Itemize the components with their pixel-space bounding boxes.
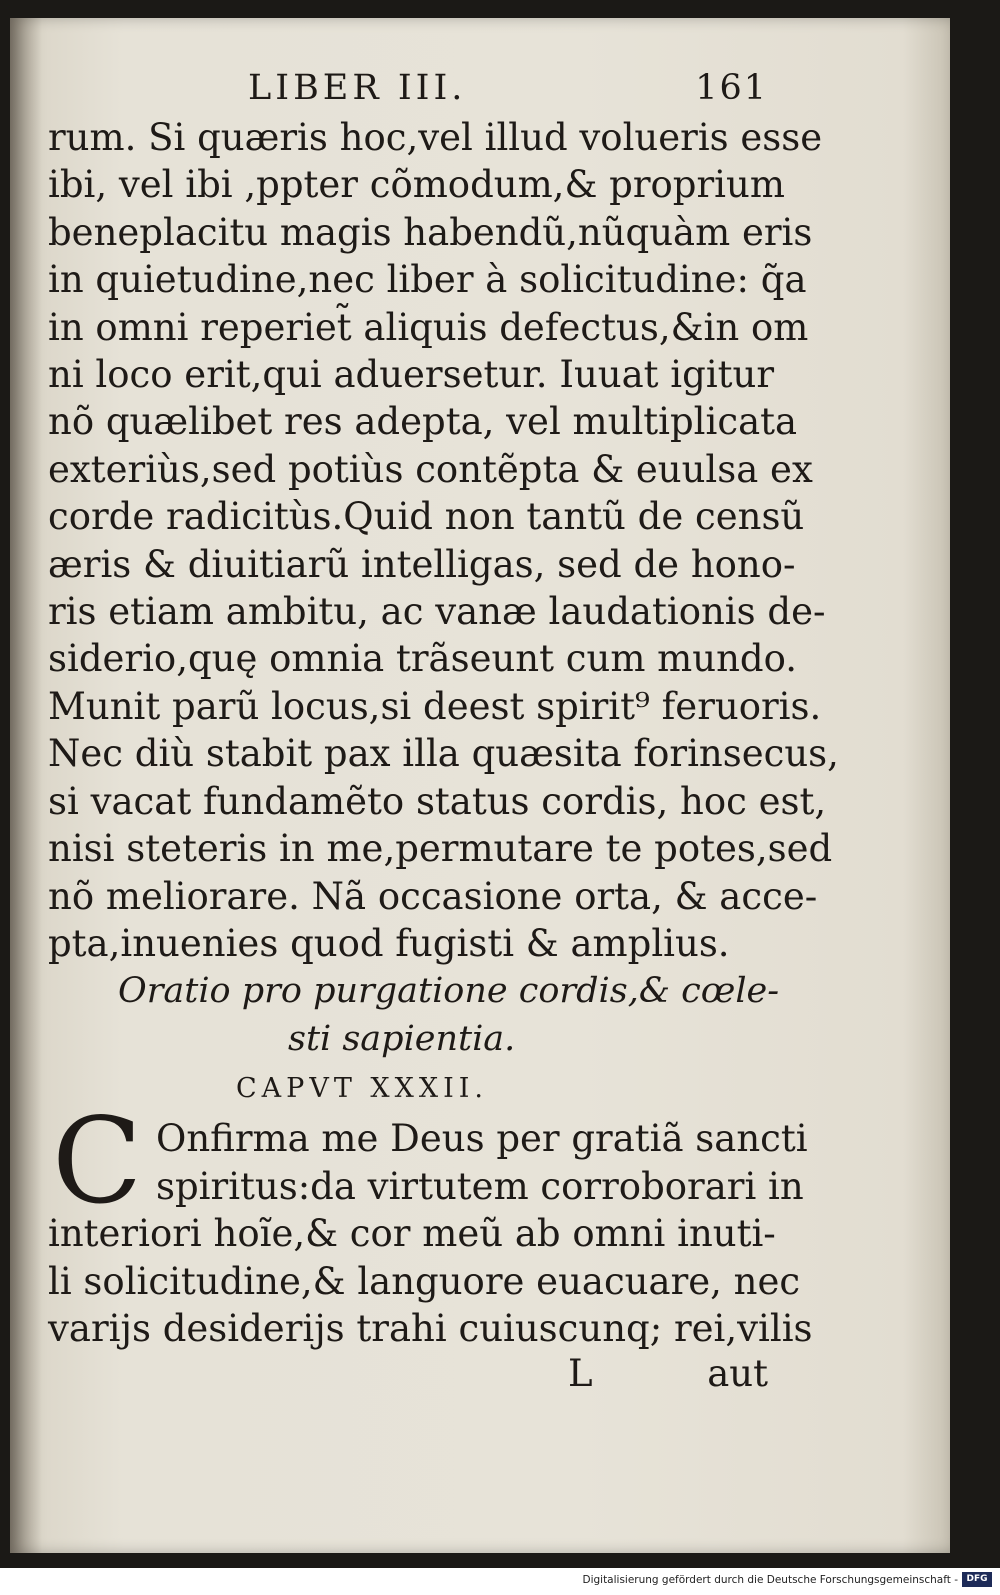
text-line: spiritus:da virtutem corroborari in: [156, 1164, 804, 1208]
text-line: interiori hoĩe,& cor meũ ab omni inuti-: [48, 1212, 776, 1256]
text-line: ibi, vel ibi ,ppter cõmodum,& proprium: [48, 163, 785, 207]
text-line: pta,inuenies quod fugisti & amplius.: [48, 921, 730, 965]
page-foot: [48, 1352, 768, 1400]
text-line: corde radicitùs.Quid non tantũ de censũ: [48, 495, 805, 539]
running-title: LIBER III.: [248, 68, 467, 108]
text-line: nõ meliorare. Nã occasione orta, & acce-: [48, 874, 818, 918]
body-text: [48, 114, 839, 967]
signature-mark: L: [568, 1352, 593, 1396]
drop-cap: C: [52, 1092, 143, 1231]
digitization-footer: [0, 1568, 1000, 1595]
running-head: [48, 58, 768, 114]
text-line: Onfirma me Deus per gratiã sancti: [156, 1117, 808, 1161]
page-number: 161: [695, 68, 768, 108]
text-line: li solicitudine,& languore euacuare, nec: [48, 1259, 801, 1303]
text-line: rum. Si quæris hoc,vel illud volueris esse: [48, 116, 823, 159]
oratio-heading-line-1: Oratio pro purgatione cordis,& cœle-: [118, 971, 780, 1012]
chapter-text: [48, 1092, 813, 1352]
gutter-shadow: [10, 18, 42, 1553]
oratio-heading-line-2: sti sapientia.: [288, 1019, 516, 1060]
text-line: in omni reperiet̃ aliquis defectus,&in om: [48, 305, 809, 349]
text-line: nisi steteris in me,permutare te potes,sed: [48, 827, 833, 871]
text-line: ni loco erit,qui aduersetur. Iuuat igitur: [48, 353, 775, 397]
book-page: [10, 18, 950, 1553]
text-line: beneplacitu magis habendũ,nũquàm eris: [48, 210, 813, 254]
chapter-heading: CAPVT XXXII.: [236, 1073, 488, 1105]
text-line: exteriùs,sed potiùs contẽpta & euulsa ex: [48, 447, 813, 491]
text-line: nõ quælibet res adepta, vel multiplicata: [48, 400, 798, 444]
text-line: in quietudine,nec liber à solicitudine: q̃a: [48, 258, 807, 302]
text-block: [48, 58, 839, 1400]
text-line: Munit parũ locus,si deest spirit⁹ feruoris.: [48, 684, 822, 728]
dfg-logo: DFG: [962, 1572, 992, 1587]
text-line: ris etiam ambitu, ac vanæ laudationis de-: [48, 590, 826, 634]
text-line: varijs desiderijs trahi cuiuscunq; rei,vilis: [48, 1306, 813, 1350]
catchword: aut: [707, 1352, 768, 1396]
text-line: si vacat fundamẽto status cordis, hoc est,: [48, 779, 827, 823]
text-line: Nec diù stabit pax illa quæsita forinsecus,: [48, 732, 839, 776]
text-line: siderio,quę omnia trãseunt cum mundo.: [48, 637, 797, 681]
footer-credit: Digitalisierung gefördert durch die Deutsche Forschungsgemeinschaft -: [582, 1574, 958, 1586]
text-line: æris & diuitiarũ intelligas, sed de hono-: [48, 542, 796, 586]
